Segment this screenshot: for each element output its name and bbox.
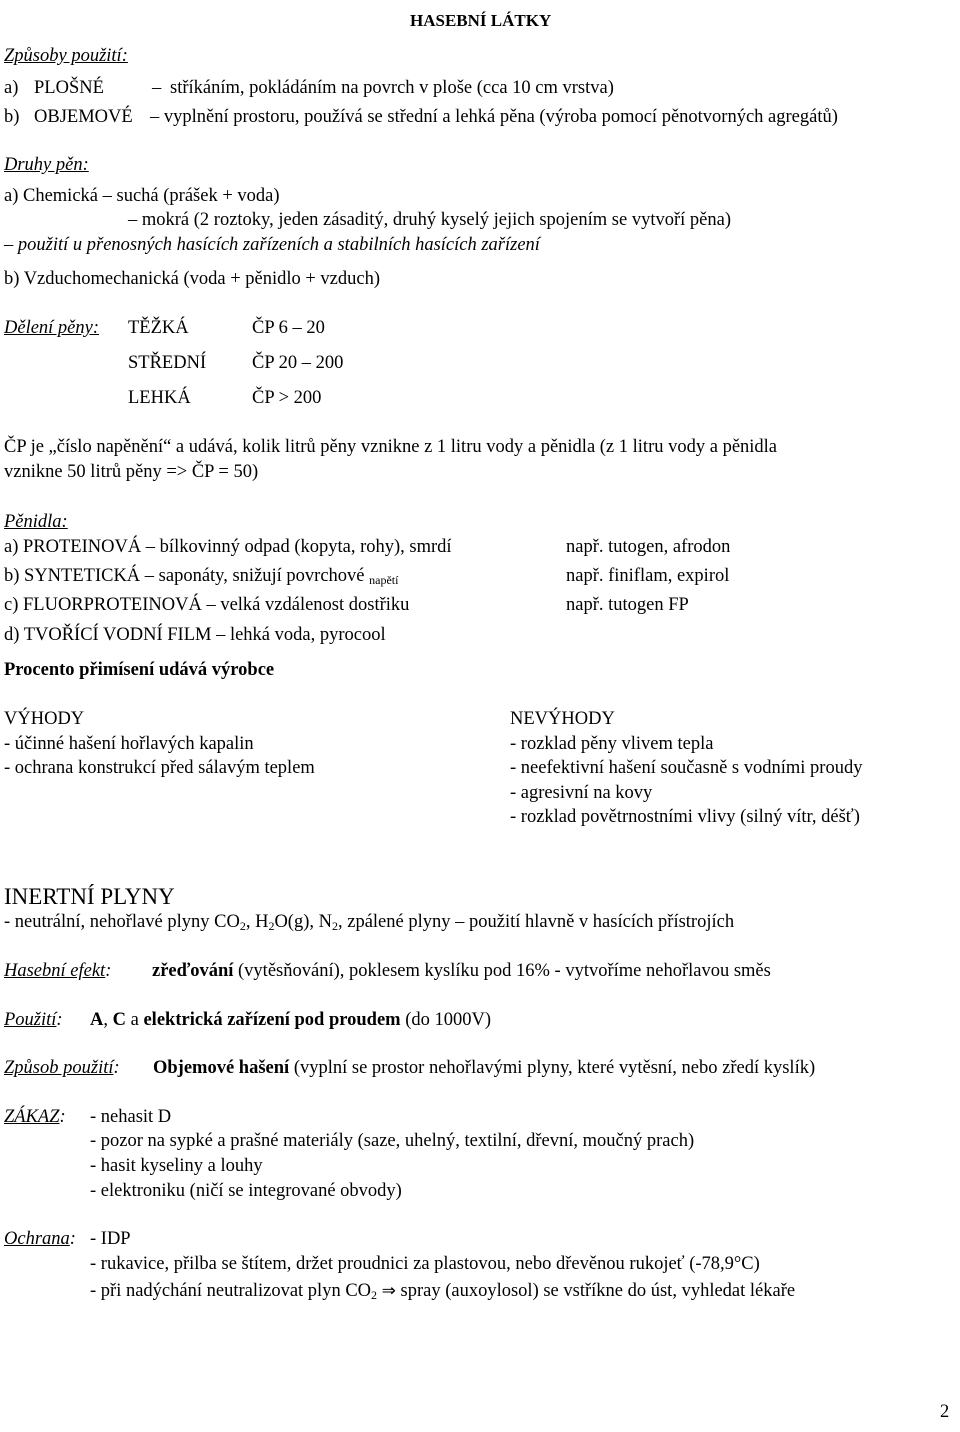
pros-heading: VÝHODY (4, 709, 85, 729)
inert-intro (4, 913, 734, 932)
foaming-agent-example: např. tutogen FP (566, 595, 689, 615)
cp-definition-line: ČP je „číslo napěnění“ a udává, kolik litrů pěny vznikne z 1 litru vody a pěnidla (z 1 litru vody a pěnidla (4, 437, 778, 457)
effect-label: Hasební efekt: (4, 961, 112, 981)
method-label-text: Způsob použití (4, 1058, 114, 1078)
subscript: 2 (268, 919, 275, 933)
effect-text: (vytěsňování), poklesem kyslíku pod 16% - vytvoříme nehořlavou směs (233, 961, 771, 981)
method-line (153, 1059, 815, 1078)
cons-heading: NEVÝHODY (510, 709, 615, 729)
foam-division-heading: Dělení pěny: (4, 318, 100, 338)
use-class-a: A (90, 1010, 104, 1030)
use-label: Použití: (4, 1010, 63, 1030)
uses-item-b-name: OBJEMOVÉ (34, 107, 133, 127)
foaming-agent-item: a) PROTEINOVÁ – bílkovinný odpad (kopyta, rohy), smrdí (4, 537, 452, 557)
division-row-range: ČP 20 – 200 (252, 353, 344, 373)
page-number: 2 (940, 1402, 950, 1422)
uses-item-b-text: – vyplnění prostoru, používá se střední a lehká pěna (výroba pomocí pěnotvorných agregátů) (150, 107, 838, 127)
effect-bold: zřeďování (152, 961, 234, 981)
inert-intro-text: O(g), N (274, 912, 332, 932)
inert-heading: INERTNÍ PLYNY (4, 884, 175, 909)
foam-usage-note: – použití u přenosných hasících zařízeních a stabilních hasících zařízení (4, 235, 540, 255)
use-sep: , (103, 1010, 113, 1030)
foaming-agents-heading: Pěnidla: (4, 512, 68, 532)
ban-item: - nehasit D (90, 1107, 172, 1127)
protect-item: - IDP (90, 1229, 131, 1249)
cons-item: - agresivní na kovy (510, 783, 653, 803)
method-label: Způsob použití: (4, 1058, 120, 1078)
inert-intro-text: , H (245, 912, 269, 932)
protect-last-text: - při nadýchání neutralizovat plyn CO (90, 1281, 372, 1301)
protect-label: Ochrana: (4, 1229, 76, 1249)
ban-label: ZÁKAZ: (4, 1107, 66, 1127)
method-bold: Objemové hašení (153, 1058, 290, 1078)
subscript: 2 (371, 1288, 378, 1302)
foaming-agent-item: d) TVOŘÍCÍ VODNÍ FILM – lehká voda, pyrocool (4, 625, 386, 645)
protect-item (90, 1282, 795, 1301)
foam-wet-line: – mokrá (2 roztoky, jeden zásaditý, druhý kyselý jejich spojením se vytvoří pěna) (128, 210, 731, 230)
effect-label-text: Hasební efekt (4, 961, 106, 981)
division-row-range: ČP > 200 (252, 388, 322, 408)
ban-item: - hasit kyseliny a louhy (90, 1156, 263, 1176)
inert-intro-text: - neutrální, nehořlavé plyny CO (4, 912, 240, 932)
foaming-agent-item (4, 567, 398, 586)
uses-heading: Způsoby použití: (4, 46, 128, 66)
foam-air-line: b) Vzduchomechanická (voda + pěnidlo + vzduch) (4, 269, 381, 289)
use-bold: elektrická zařízení pod proudem (143, 1010, 401, 1030)
foaming-agent-example: např. tutogen, afrodon (566, 537, 731, 557)
ban-item: - pozor na sypké a prašné materiály (saze, uhelný, textilní, dřevní, moučný prach) (90, 1131, 695, 1151)
use-text: (do 1000V) (400, 1010, 492, 1030)
cons-item: - neefektivní hašení současně s vodními proudy (510, 758, 863, 778)
division-row-name: LEHKÁ (128, 388, 191, 408)
cons-item: - rozklad pěny vlivem tepla (510, 734, 714, 754)
division-row-range: ČP 6 – 20 (252, 318, 325, 338)
uses-item-a-marker: a) (4, 78, 19, 98)
cp-definition-line: vznikne 50 litrů pěny => ČP = 50) (4, 462, 259, 482)
foaming-agent-small-text: napětí (369, 573, 399, 587)
ban-label-text: ZÁKAZ (4, 1107, 60, 1127)
use-class-c: C (112, 1010, 126, 1030)
use-sep: a (126, 1010, 144, 1030)
uses-item-a-dash: – (152, 78, 162, 98)
protect-label-text: Ochrana (4, 1229, 70, 1249)
ban-item: - elektroniku (ničí se integrované obvody) (90, 1181, 402, 1201)
pros-item: - účinné hašení hořlavých kapalin (4, 734, 254, 754)
foaming-agent-text: b) SYNTETICKÁ – saponáty, snižují povrchové (4, 566, 365, 586)
foaming-agent-item: c) FLUORPROTEINOVÁ – velká vzdálenost dostřiku (4, 595, 410, 615)
foaming-agents-note: Procento přimísení udává výrobce (4, 660, 275, 680)
protect-last-text: spray (auxoylosol) se vstříkne do úst, vyhledat lékaře (395, 1281, 796, 1301)
implies-arrow-icon: ⇒ (381, 1281, 396, 1301)
subscript: 2 (239, 919, 246, 933)
uses-item-a-text: stříkáním, pokládáním na povrch v ploše (cca 10 cm vrstva) (170, 78, 614, 98)
division-row-name: TĚŽKÁ (128, 318, 189, 338)
protect-item: - rukavice, přilba se štítem, držet proudnici za plastovou, nebo dřevěnou rukojeť (-78,9°C) (90, 1254, 760, 1274)
subscript: 2 (331, 919, 338, 933)
uses-item-b-marker: b) (4, 107, 20, 127)
use-line (90, 1011, 491, 1030)
foaming-agent-example: např. finiflam, expirol (566, 566, 730, 586)
method-text: (vyplní se prostor nehořlavými plyny, které vytěsní, nebo zředí kyslík) (289, 1058, 816, 1078)
foam-types-heading: Druhy pěn: (4, 155, 89, 175)
uses-item-a-name: PLOŠNÉ (34, 78, 104, 98)
foam-chemical-line: a) Chemická – suchá (prášek + voda) (4, 186, 280, 206)
cons-item: - rozklad povětrnostními vlivy (silný vítr, déšť) (510, 807, 860, 827)
use-label-text: Použití (4, 1010, 57, 1030)
division-row-name: STŘEDNÍ (128, 353, 207, 373)
pros-item: - ochrana konstrukcí před sálavým teplem (4, 758, 315, 778)
inert-intro-text: , zpálené plyny – použití hlavně v hasících přístrojích (337, 912, 735, 932)
effect-line (152, 962, 771, 981)
page-title: HASEBNÍ LÁTKY (410, 11, 552, 30)
